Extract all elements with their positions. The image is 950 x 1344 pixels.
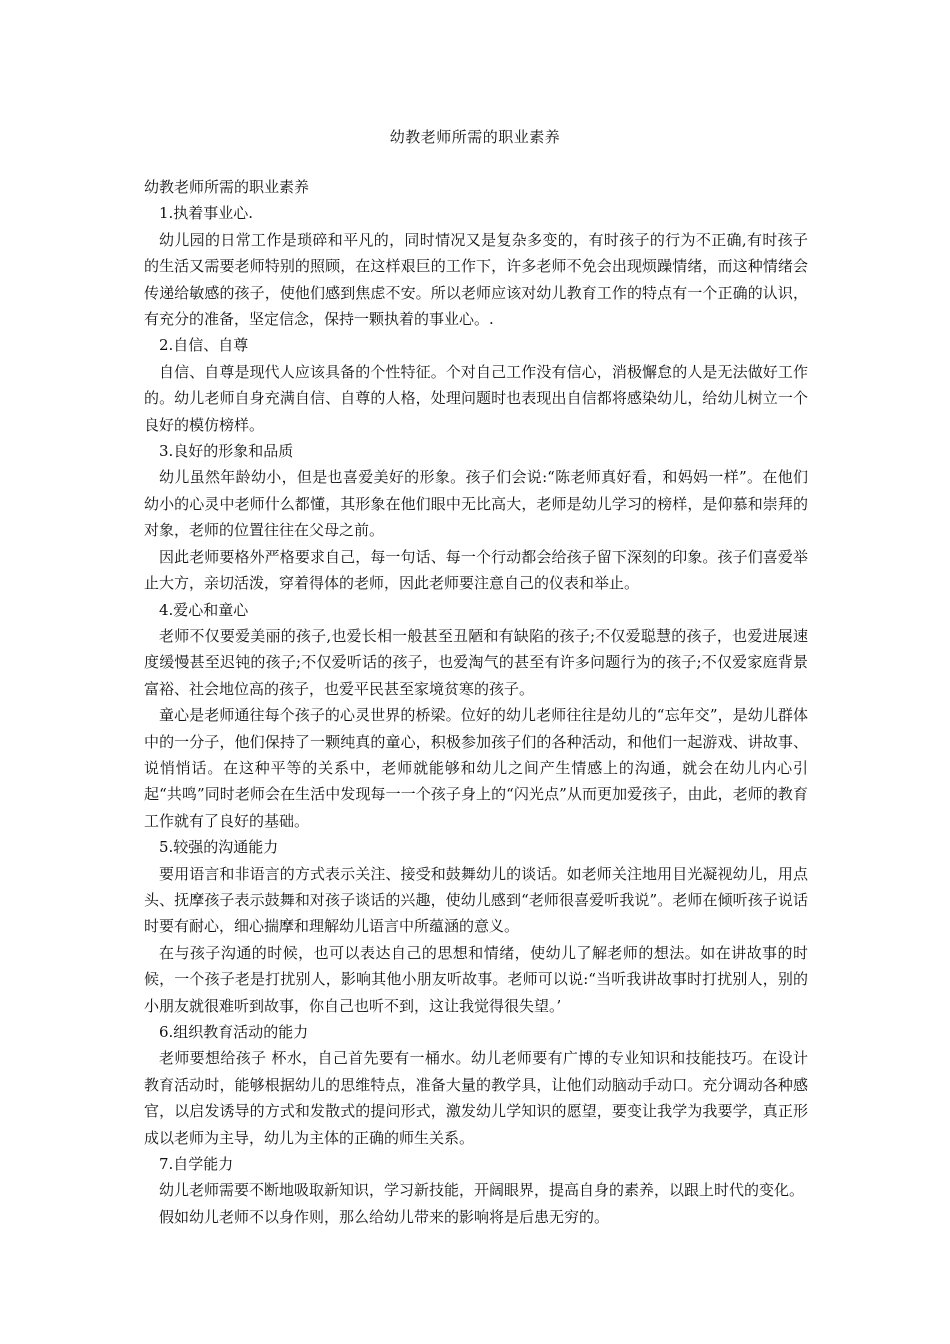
document-title: 幼教老师所需的职业素养 [389, 128, 561, 146]
section-heading-1: 1.执着事业心. [159, 204, 254, 223]
section-heading-4: 4.爱心和童心 [159, 600, 249, 619]
section-7-paragraph-1: 幼儿老师需要不断地吸取新知识，学习新技能，开阔眼界，提高自身的素养，以跟上时代的变化。 [159, 1181, 805, 1200]
section-heading-7: 7.自学能力 [159, 1155, 234, 1174]
section-4-paragraph-2: 童心是老师通往每个孩子的心灵世界的桥梁。位好的幼儿老师往往是幼儿的“忘年交”，是幼儿群体中的一分子，他们保持了一颗纯真的童心，积极参加孩子们的各种活动，和他们一起游戏、讲故事、说悄悄话。在这种平等的关系中，老师就能够和幼儿之间产生情感上的沟通，就会在幼儿内心引起“共鸣”同时老师会在生活中发现每一一个孩子身上的“闪光点”从而更加爱孩子，由此，老师的教育工作就有了良好的基础。 [144, 706, 808, 830]
section-4-paragraph-1: 老师不仅要爱美丽的孩子,也爱长相一般甚至丑陋和有缺陷的孩子;不仅爱聪慧的孩子，也爱进展速度缓慢甚至迟钝的孩子;不仅爱听话的孩子，也爱淘气的甚至有许多问题行为的孩子;不仅爱家庭背景富裕、社会地位高的孩子，也爱平民甚至家境贫寒的孩子。 [144, 626, 808, 698]
section-heading-3: 3.良好的形象和品质 [159, 442, 294, 461]
section-2-paragraph-1: 自信、自尊是现代人应该具备的个性特征。个对自己工作没有信心，消极懈怠的人是无法做好工作的。幼儿老师自身充满自信、自尊的人格，处理问题时也表现出自信都将感染幼儿，给幼儿树立一个良好的模仿榜样。 [144, 362, 808, 434]
section-7-paragraph-2: 假如幼儿老师不以身作则，那么给幼儿带来的影响将是后患无穷的。 [159, 1207, 610, 1226]
section-heading-6: 6.组织教育活动的能力 [159, 1023, 309, 1041]
section-heading-5: 5.较强的沟通能力 [159, 838, 279, 857]
section-3-paragraph-2: 因此老师要格外严格要求自己，每一句话、每一个行动都会给孩子留下深刻的印象。孩子们喜爱举止大方，亲切活泼，穿着得体的老师，因此老师要注意自己的仪表和举止。 [144, 547, 808, 593]
section-3-paragraph-1: 幼儿虽然年龄幼小，但是也喜爱美好的形象。孩子们会说:“陈老师真好看，和妈妈一样”。在他们幼小的心灵中老师什么都懂，其形象在他们眼中无比高大，老师是幼儿学习的榜样，是仰慕和崇拜的对象，老师的位置往往在父母之前。 [144, 468, 808, 540]
section-5-paragraph-1: 要用语言和非语言的方式表示关注、接受和鼓舞幼儿的谈话。如老师关注地用目光凝视幼儿，用点头、抚摩孩子表示鼓舞和对孩子谈话的兴趣，使幼儿感到“老师很喜爱听我说”。老师在倾听孩子说话时要有耐心，细心揣摩和理解幼儿语言中所蕴涵的意义。 [144, 864, 808, 936]
section-6-paragraph-1: 老师要想给孩子 杯水，自己首先要有一桶水。幼儿老师要有广博的专业知识和技能技巧。在设计教育活动时，能够根据幼儿的思维特点，准备大量的教学具，让他们动脑动手动口。充分调动各种感官，以启发诱导的方式和发散式的提问形式，激发幼儿学知识的愿望，要变让我学为我要学，真正形成以老师为主导，幼儿为主体的正确的师生关系。 [144, 1049, 808, 1147]
section-5-paragraph-2: 在与孩子沟通的时候，也可以表达自己的思想和情绪，使幼儿了解老师的想法。如在讲故事的时候，一个孩子老是打扰别人，影响其他小朋友听故事。老师可以说:“当听我讲故事时打扰别人，别的小朋友就很难听到故事，你自己也听不到，这让我觉得很失望。’ [144, 943, 808, 1015]
document-subtitle: 幼教老师所需的职业素养 [144, 178, 310, 196]
document-body [144, 174, 808, 1230]
section-heading-2: 2.自信、自尊 [159, 336, 249, 355]
section-1-paragraph-1: 幼儿园的日常工作是琐碎和平凡的，同时情况又是复杂多变的，有时孩子的行为不正确,有时孩子的生活又需要老师特别的照顾，在这样艰巨的工作下，许多老师不免会出现烦躁情绪，而这种情绪会传递给敏感的孩子，使他们感到焦虑不安。所以老师应该对幼儿教育工作的特点有一个正确的认识，有充分的准备，坚定信念，保持一颗执着的事业心。. [144, 230, 808, 329]
